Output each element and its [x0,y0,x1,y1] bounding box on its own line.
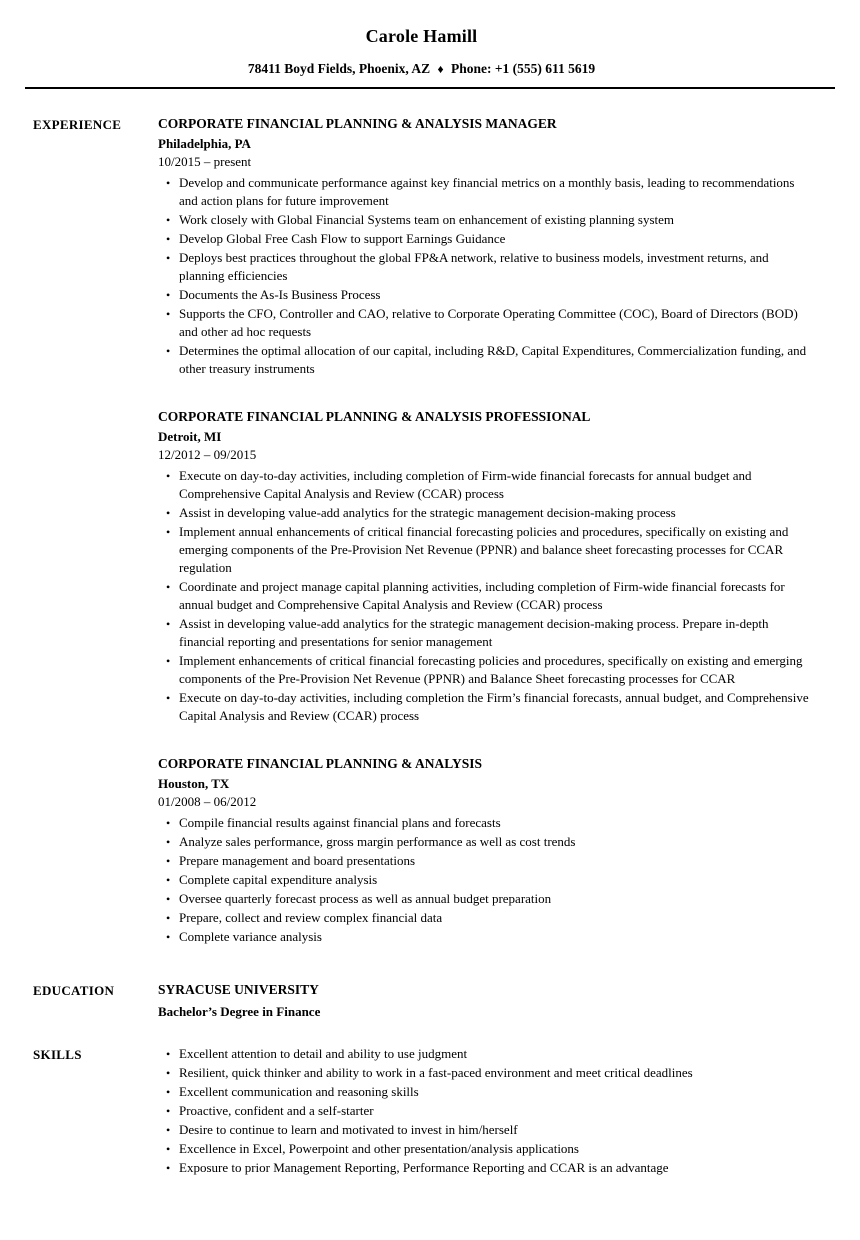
bullet-item: • Execute on day-to-day activities, including completion the Firm’s financial forecasts, annual budget, and Comprehensive Capital Analysis and Review (CCAR) process [179,689,810,725]
bullet-item: • Documents the As-Is Business Process [179,286,810,304]
education-content [158,981,810,1021]
job-title: CORPORATE FINANCIAL PLANNING & ANALYSIS MANAGER [158,116,557,131]
resume-header [33,25,810,89]
bullet-item: • Implement annual enhancements of critical financial forecasting policies and procedures, specifically on existing and emerging components of the Pre-Provision Net Revenue (PPNR) and balance sheet forecasting processes for CCAR regulation [179,523,810,577]
bullet-item: • Proactive, confident and a self-starter [179,1102,810,1120]
bullet-item: • Exposure to prior Management Reporting, Performance Reporting and CCAR is an advantage [179,1159,810,1177]
bullet-item: • Work closely with Global Financial Systems team on enhancement of existing planning system [179,211,810,229]
bullet-item: • Implement enhancements of critical financial forecasting policies and procedures, specifically on existing and emerging components of the Pre-Provision Net Revenue (PPNR) and Balance Sheet forecasting processes for CCAR [179,652,810,688]
contact-line [33,60,810,78]
bullet-item: • Resilient, quick thinker and ability to work in a fast-paced environment and meet critical deadlines [179,1064,810,1082]
job-location: Houston, TX [158,776,230,791]
bullet-item: • Supports the CFO, Controller and CAO, relative to Corporate Operating Committee (COC), Board of Directors (BOD) and other ad hoc requests [179,305,810,341]
bullet-item: • Assist in developing value-add analytics for the strategic management decision-making process. Prepare in-depth financial reporting and presentations for senior management [179,615,810,651]
skills-section [33,1045,810,1178]
bullet-item: • Develop and communicate performance against key financial metrics on a monthly basis, leading to recommendations and action plans for future improvement [179,174,810,210]
job-entry-3 [158,755,810,946]
job-entry-1 [158,115,810,378]
job-bullet-list [158,467,810,725]
job-bullet-list [158,814,810,946]
bullet-item: • Develop Global Free Cash Flow to support Earnings Guidance [179,230,810,248]
bullet-item: • Oversee quarterly forecast process as well as annual budget preparation [179,890,810,908]
section-label-education: EDUCATION [33,983,115,998]
bullet-item: • Excellent attention to detail and ability to use judgment [179,1045,810,1063]
job-dates: 12/2012 – 09/2015 [158,447,257,462]
job-entry-2 [158,408,810,725]
bullet-item: • Prepare management and board presentations [179,852,810,870]
bullet-item: • Analyze sales performance, gross margin performance as well as cost trends [179,833,810,851]
bullet-item: • Complete variance analysis [179,928,810,946]
phone-text: Phone: +1 (555) 611 5619 [450,61,596,76]
bullet-item: • Desire to continue to learn and motivated to invest in him/herself [179,1121,810,1139]
experience-content [158,115,810,947]
school-name: SYRACUSE UNIVERSITY [158,982,319,997]
skills-content [158,1045,810,1178]
bullet-item: • Deploys best practices throughout the global FP&A network, relative to business models, investment returns, and planning efficiencies [179,249,810,285]
job-dates: 10/2015 – present [158,154,252,169]
header-divider [25,87,835,89]
job-location: Philadelphia, PA [158,136,251,151]
bullet-item: • Prepare, collect and review complex financial data [179,909,810,927]
bullet-item: • Complete capital expenditure analysis [179,871,810,889]
bullet-item: • Compile financial results against financial plans and forecasts [179,814,810,832]
section-label-experience: EXPERIENCE [33,117,122,132]
diamond-separator-icon: ♦ [437,62,444,76]
bullet-item: • Execute on day-to-day activities, including completion of Firm-wide financial forecasts for annual budget and Comprehensive Capital Analysis and Review (CCAR) process [179,467,810,503]
skills-bullet-list [158,1045,810,1177]
degree-name: Bachelor’s Degree in Finance [158,1004,321,1019]
address-text: 78411 Boyd Fields, Phoenix, AZ [247,61,431,76]
bullet-item: • Determines the optimal allocation of our capital, including R&D, Capital Expenditures, Commercialization funding, and other treasury instruments [179,342,810,378]
job-location: Detroit, MI [158,429,222,444]
job-title: CORPORATE FINANCIAL PLANNING & ANALYSIS PROFESSIONAL [158,409,591,424]
experience-section [33,115,810,947]
bullet-item: • Excellent communication and reasoning skills [179,1083,810,1101]
person-name: Carole Hamill [365,26,478,46]
section-label-skills: SKILLS [33,1047,82,1062]
education-section [33,981,810,1021]
bullet-item: • Coordinate and project manage capital planning activities, including completion of Firm-wide financial forecasts for annual budget and Comprehensive Capital Analysis and Review (CCAR) process [179,578,810,614]
job-title: CORPORATE FINANCIAL PLANNING & ANALYSIS [158,756,483,771]
job-bullet-list [158,174,810,378]
job-dates: 01/2008 – 06/2012 [158,794,257,809]
bullet-item: • Assist in developing value-add analytics for the strategic management decision-making process [179,504,810,522]
bullet-item: • Excellence in Excel, Powerpoint and other presentation/analysis applications [179,1140,810,1158]
